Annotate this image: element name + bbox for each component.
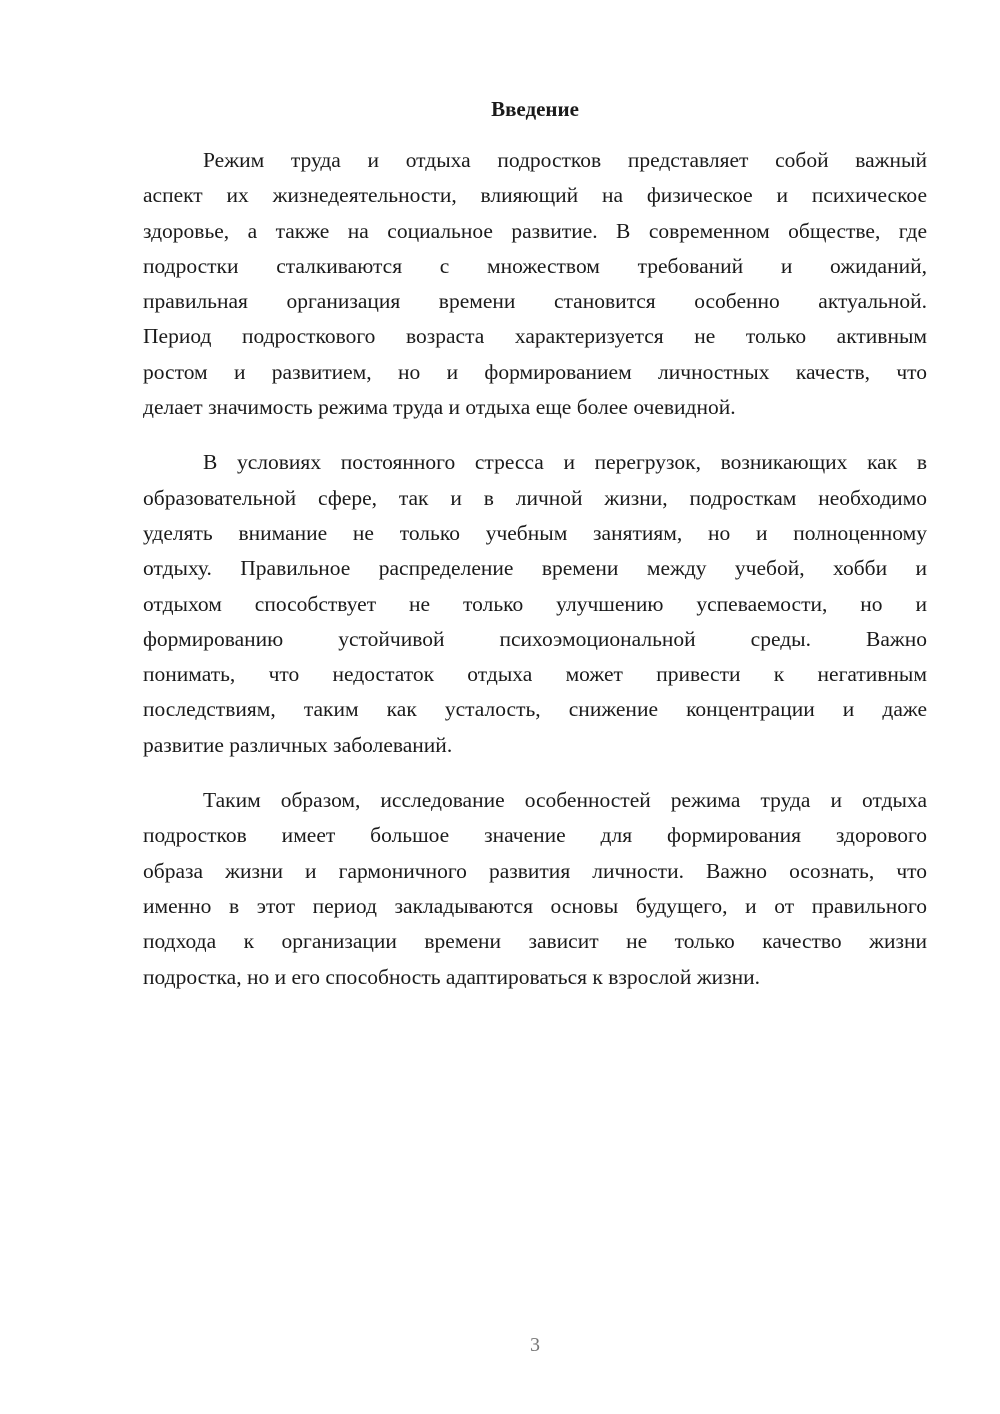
text-line: уделять внимание не только учебным занятиям, но и полноценному bbox=[143, 520, 927, 545]
text-line: отдыхом способствует не только улучшению успеваемости, но и bbox=[143, 591, 927, 616]
text-line: делает значимость режима труда и отдыха еще более очевидной. bbox=[143, 395, 736, 420]
paragraph bbox=[143, 783, 927, 995]
text-line: образа жизни и гармоничного развития личности. Важно осознать, что bbox=[143, 858, 927, 883]
text-line: Период подросткового возраста характеризуется не только активным bbox=[143, 324, 927, 349]
text-line: образовательной сфере, так и в личной жизни, подросткам необходимо bbox=[143, 485, 927, 510]
text-line: именно в этот период закладываются основы будущего, и от правильного bbox=[143, 893, 927, 918]
paragraph bbox=[143, 445, 927, 763]
text-line: подростков имеет большое значение для формирования здорового bbox=[143, 823, 927, 848]
text-line: отдыху. Правильное распределение времени между учебой, хобби и bbox=[143, 556, 927, 581]
page-title: Введение bbox=[491, 97, 579, 121]
text-line: формированию устойчивой психоэмоциональной среды. Важно bbox=[143, 626, 927, 651]
document-body bbox=[143, 143, 927, 1015]
text-line: Режим труда и отдыха подростков представляет собой важный bbox=[203, 148, 927, 172]
paragraph bbox=[143, 143, 927, 425]
text-line: ростом и развитием, но и формированием личностных качеств, что bbox=[143, 359, 927, 384]
text-line: подростка, но и его способность адаптироваться к взрослой жизни. bbox=[143, 964, 761, 989]
text-line: понимать, что недостаток отдыха может привести к негативным bbox=[143, 662, 927, 687]
text-line: последствиям, таким как усталость, снижение концентрации и даже bbox=[143, 697, 927, 722]
text-line: развитие различных заболеваний. bbox=[143, 732, 453, 757]
text-line: правильная организация времени становится особенно актуальной. bbox=[143, 289, 927, 314]
text-line: подхода к организации времени зависит не только качество жизни bbox=[143, 929, 927, 954]
text-line: здоровье, а также на социальное развитие. В современном обществе, где bbox=[143, 218, 927, 243]
text-line: аспект их жизнедеятельности, влияющий на физическое и психическое bbox=[143, 183, 927, 208]
text-line: подростки сталкиваются с множеством требований и ожиданий, bbox=[143, 253, 927, 278]
text-line: В условиях постоянного стресса и перегрузок, возникающих как в bbox=[203, 450, 927, 475]
text-line: Таким образом, исследование особенностей режима труда и отдыха bbox=[203, 788, 927, 813]
page-number: 3 bbox=[530, 1334, 540, 1356]
